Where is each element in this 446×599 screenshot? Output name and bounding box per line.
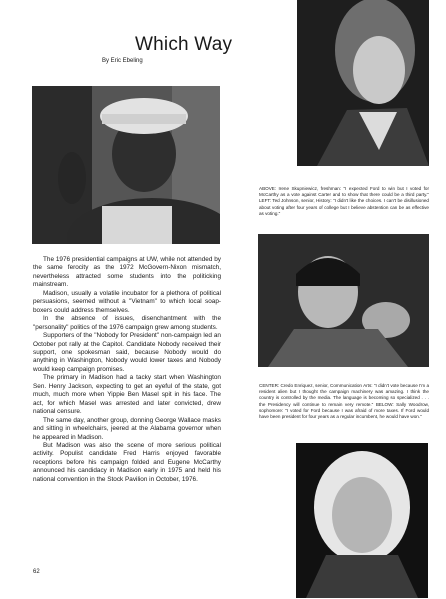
photo-ted-johnson bbox=[32, 86, 220, 244]
paragraph: Madison, usually a volatile incubator for a plethora of political persuasions, seemed without a "Vietnam" to which local soap-boxers could address themselves. bbox=[33, 289, 221, 314]
photo-credo-enriquez bbox=[258, 234, 429, 367]
paragraph: Supporters of the "Nobody for President" non-campaign led an October pot rally at the Capitol. Candidate Nobody received their support, one spokesman said, because Nobody would do anything in Washington, Nobody would lower taxes and Nobody would keep campaign promises. bbox=[33, 332, 221, 373]
photo-sally-woodrow bbox=[296, 443, 428, 598]
paragraph: The primary in Madison had a tacky start when Washington Sen. Henry Jackson, expecting to get an eyeful of the state, got much, much more when Yippie Ben Masel spit in his face. The act, for which Masel was arrested and later convicted, drew national censure. bbox=[33, 374, 221, 416]
paragraph: The 1976 presidential campaigns at UW, while not attended by the same ferocity as the 1972 McGovern-Nixon mismatch, nevertheless attracted some students into the politicking mainstream. bbox=[33, 256, 221, 289]
caption-center-below: CENTER: Credo Enriquez, senior, Communication Arts: "I didn't vote because I'm a resident alien but I thought the campaign machinery was amazing. I think the country is controlled by the media. The language is becoming so specialized . . . the Presidency will continue to remain very remote." BELOW: Sally Woodrow, sophomore: "I voted for Ford because I was afraid of more taxes. If Ford would have been president for four years as a regular incumbent, he would have won." bbox=[259, 383, 429, 420]
page-number: 62 bbox=[33, 569, 40, 575]
paragraph: But Madison was also the scene of more serious political activity. Populist candidate Fred Harris enjoyed favorable receptions before his campaign folded and Eugene McCarthy announced his candidacy in Madison early in 1975 and held his national convention in the Stock Pavilion in October, 1976. bbox=[33, 441, 221, 483]
paragraph: The same day, another group, donning George Wallace masks and sitting in wheelchairs, jeered at the Alabama governor when he appeared in Madison. bbox=[33, 416, 221, 441]
paragraph: In the absence of issues, disenchantment with the "personality" politics of the 1976 campaign grew among students. bbox=[33, 315, 221, 331]
article-title: Which Way bbox=[135, 34, 233, 55]
byline: By Eric Ebeling bbox=[102, 58, 143, 64]
article-body bbox=[33, 256, 221, 484]
photo-irene-skupniewicz bbox=[297, 0, 429, 166]
caption-above-left: ABOVE: Irene Skupniewicz, freshman: "I expected Ford to win but I voted for McCarthy as a vote against Carter and to show that there could be a third party." LEFT: Ted Johnson, senior, History: "I didn't like the choices. I can't be disillusioned about voting after four years of college but I believe abstention can be as effective as voting." bbox=[259, 186, 429, 216]
